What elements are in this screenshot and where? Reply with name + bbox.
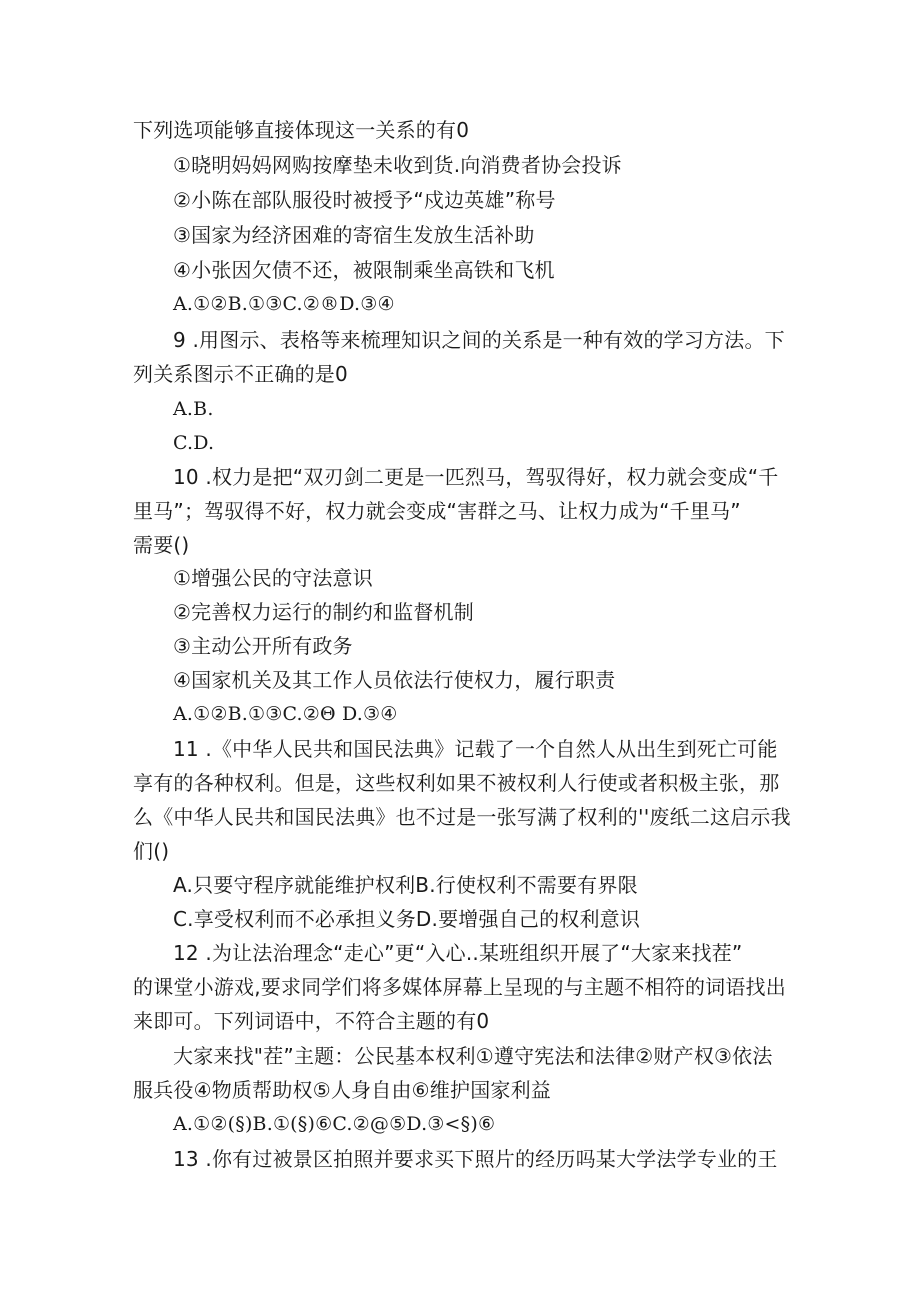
question-11-line-1: 11 .《中华人民共和国民法典》记载了一个自然人从出生到死亡可能 — [173, 737, 778, 761]
question-9-line-2: 列关系图示不正确的是0 — [133, 362, 348, 386]
answer-options-q8: A.①②B.①③C.②®D.③④ — [173, 293, 395, 315]
question-12-line-1: 12 .为让法治理念“走心”更“入心..某班组织开展了“大家来找茬” — [173, 941, 743, 965]
answer-options-q9-ab: A.B. — [173, 398, 214, 420]
game-topic-line-2: 服兵役④物质帮助权⑤人身自由⑥维护国家利益 — [133, 1078, 551, 1102]
answer-options-q10: A.①②B.①③C.②Θ D.③④ — [173, 703, 398, 725]
statement-2: ②完善权力运行的制约和监督机制 — [173, 600, 474, 624]
statement-3: ③国家为经济困难的寄宿生发放生活补助 — [173, 223, 535, 247]
question-10-line-1: 10 .权力是把“双刃剑二更是一匹烈马，驾驭得好，权力就会变成“千 — [173, 465, 779, 489]
statement-1: ①晓明妈妈网购按摩垫未收到货.向消费者协会投诉 — [173, 153, 622, 177]
question-11-line-2: 享有的各种权利。但是，这些权利如果不被权利人行使或者积极主张，那 — [133, 771, 780, 795]
question-10-line-2: 里马”；驾驭得不好，权力就会变成“害群之马、让权力成为“千里马” — [133, 499, 741, 523]
question-11-line-3: 么《中华人民共和国民法典》也不过是一张写满了权利的''废纸二这启示我 — [133, 805, 791, 829]
answer-options-q12: A.①②(§)B.①(§)⑥C.②@⑤D.③<§)⑥ — [173, 1113, 496, 1135]
statement-4: ④小张因欠债不还，被限制乘坐高铁和飞机 — [173, 258, 555, 282]
game-topic-line-1: 大家来找"茬”主题：公民基本权利①遵守宪法和法律②财产权③依法 — [173, 1044, 773, 1068]
question-12-line-2: 的课堂小游戏,要求同学们将多媒体屏幕上呈现的与主题不相符的词语找出 — [133, 975, 786, 999]
statement-1: ①增强公民的守法意识 — [173, 566, 373, 590]
statement-3: ③主动公开所有政务 — [173, 634, 353, 658]
question-9-line-1: 9 .用图示、表格等来梳理知识之间的关系是一种有效的学习方法。下 — [173, 328, 785, 352]
question-10-line-3: 需要() — [133, 533, 190, 557]
answer-options-q11-ab: A.只要守程序就能维护权利B.行使权利不需要有界限 — [173, 873, 638, 897]
question-11-line-4: 们() — [133, 839, 170, 863]
question-12-line-3: 来即可。下列词语中，不符合主题的有0 — [133, 1009, 490, 1033]
question-intro-line: 下列选项能够直接体现这一关系的有0 — [133, 118, 470, 142]
statement-2: ②小陈在部队服役时被授予“戍边英雄”称号 — [173, 188, 556, 212]
statement-4: ④国家机关及其工作人员依法行使权力，履行职责 — [173, 668, 616, 692]
answer-options-q9-cd: C.D. — [173, 432, 215, 454]
question-13-line-1: 13 .你有过被景区拍照并要求买下照片的经历吗某大学法学专业的王 — [173, 1147, 778, 1171]
answer-options-q11-cd: C.享受权利而不必承担义务D.要增强自己的权利意识 — [173, 907, 641, 931]
